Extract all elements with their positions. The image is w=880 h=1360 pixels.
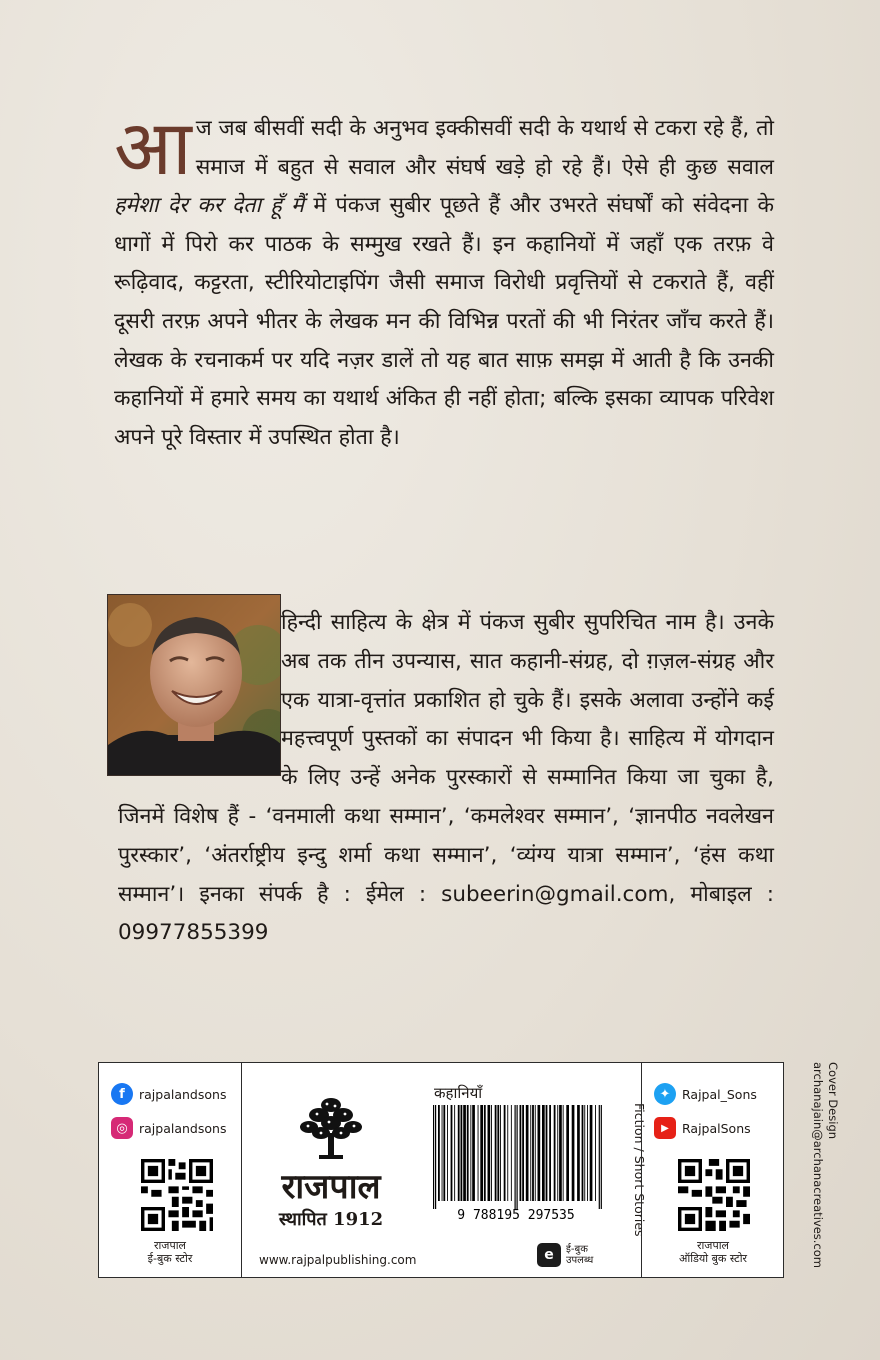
cover-credit-label: Cover Design	[826, 1062, 840, 1140]
panel-left-column	[99, 1063, 242, 1277]
audiobook-store-qr-code[interactable]	[678, 1159, 750, 1231]
ebook-icon: e	[537, 1243, 561, 1267]
book-title: हमेशा देर कर देता हूँ मैं	[114, 193, 305, 219]
cover-credit-email: archanajain@archanacreatives.com	[811, 1062, 825, 1268]
youtube-handle-text: RajpalSons	[682, 1120, 751, 1136]
tree-logo-icon	[299, 1093, 363, 1163]
facebook-handle-text: rajpalandsons	[139, 1086, 227, 1102]
publisher-website[interactable]: www.rajpalpublishing.com	[259, 1253, 417, 1267]
ebook-available-badge	[537, 1243, 593, 1267]
ebook-store-caption	[99, 1239, 241, 1265]
isbn-barcode	[421, 1105, 611, 1223]
publisher-panel	[98, 1062, 784, 1278]
ebook-label-line1: ई-बुक	[566, 1244, 588, 1255]
facebook-handle[interactable]	[111, 1083, 226, 1105]
blurb-paragraph	[114, 103, 774, 457]
youtube-handle[interactable]	[654, 1117, 751, 1139]
barcode-bars	[433, 1105, 602, 1209]
instagram-icon: ◎	[111, 1117, 133, 1139]
blurb-text-end: में पंकज सुबीर पूछते हैं और उभरते संघर्षों को संवेदना के धागों में पिरो कर पाठक के सम्मुख रखते हैं। इन कहानियों में जहाँ एक तरफ़ वे रूढ़िवाद, कट्टरता, स्टीरियोटाइपिंग जैसी समाज विरोधी प्रवृत्तियों से टकराते हैं, वहीं दूसरी तरफ़ अपने भीतर के लेखक मन की विभिन्न परतों की भी निरंतर जाँच करते हैं। लेखक के रचनाकर्म पर यदि नज़र डालें तो यह बात साफ़ समझ में आती है कि उनकी कहानियों में हमारे समय का यथार्थ अंकित ही नहीं होता; बल्कि इसका व्यापक परिवेश अपने पूरे विस्तार में उपस्थित होता है।	[114, 193, 774, 450]
ebook-label-line2: उपलब्ध	[566, 1255, 594, 1266]
author-bio	[118, 604, 774, 953]
twitter-handle-text: Rajpal_Sons	[682, 1086, 757, 1102]
ebook-store-qr-code[interactable]	[141, 1159, 213, 1231]
twitter-bird-icon: ✦	[654, 1083, 676, 1105]
blurb-text-start: ज जब बीसवीं सदी के अनुभव इक्कीसवीं सदी के यथार्थ से टकरा रहे हैं, तो समाज में बहुत से सवाल और संघर्ष खड़े हो रहे हैं। ऐसे ही कुछ सवाल	[195, 116, 774, 180]
established-year: स्थापित 1912	[278, 1209, 384, 1230]
ebook-store-caption-line2: ई-बुक स्टोर	[147, 1252, 193, 1265]
isbn-digits: 9 788195 297535	[457, 1208, 575, 1223]
facebook-icon: f	[111, 1083, 133, 1105]
audiobook-store-caption	[642, 1239, 784, 1265]
publisher-name: राजपाल	[281, 1167, 381, 1207]
genre-hindi: कहानियाँ	[434, 1084, 483, 1102]
youtube-icon: ▶	[654, 1117, 676, 1139]
instagram-handle[interactable]	[111, 1117, 226, 1139]
twitter-handle[interactable]	[654, 1083, 757, 1105]
audiobook-store-caption-line2: ऑडियो बुक स्टोर	[678, 1252, 748, 1265]
drop-cap: आ	[114, 103, 192, 192]
audiobook-store-caption-line1: राजपाल	[696, 1239, 730, 1252]
publisher-logo	[261, 1093, 401, 1231]
instagram-handle-text: rajpalandsons	[139, 1120, 227, 1136]
ebook-store-caption-line1: राजपाल	[153, 1239, 187, 1252]
panel-middle-column	[241, 1063, 647, 1277]
ebook-label	[566, 1244, 593, 1266]
panel-right-column	[641, 1063, 784, 1277]
photo-float-spacer	[107, 594, 281, 790]
genre-english: Fiction / Short Stories	[632, 1103, 647, 1237]
author-bio-text: हिन्दी साहित्य के क्षेत्र में पंकज सुबीर सुपरिचित नाम है। उनके अब तक तीन उपन्यास, सात कहानी-संग्रह, दो ग़ज़ल-संग्रह और एक यात्रा-वृत्तांत प्रकाशित हो चुके हैं। इसके अलावा उन्होंने कई महत्त्वपूर्ण पुस्तकों का संपादन भी किया है। साहित्य में योगदान के लिए उन्हें अनेक पुरस्कारों से सम्मानित किया जा चुका है, जिनमें विशेष हैं - ‘वनमाली कथा सम्मान’, ‘कमलेश्वर सम्मान’, ‘ज्ञानपीठ नवलेखन पुरस्कार’, ‘अंतर्राष्ट्रीय इन्दु शर्मा कथा सम्मान’, ‘व्यंग्य यात्रा सम्मान’, ‘हंस कथा सम्मान’। इनका संपर्क है : ईमेल : subeerin@gmail.com, मोबाइल : 09977855399	[118, 610, 774, 946]
cover-design-credit	[800, 1062, 840, 1282]
